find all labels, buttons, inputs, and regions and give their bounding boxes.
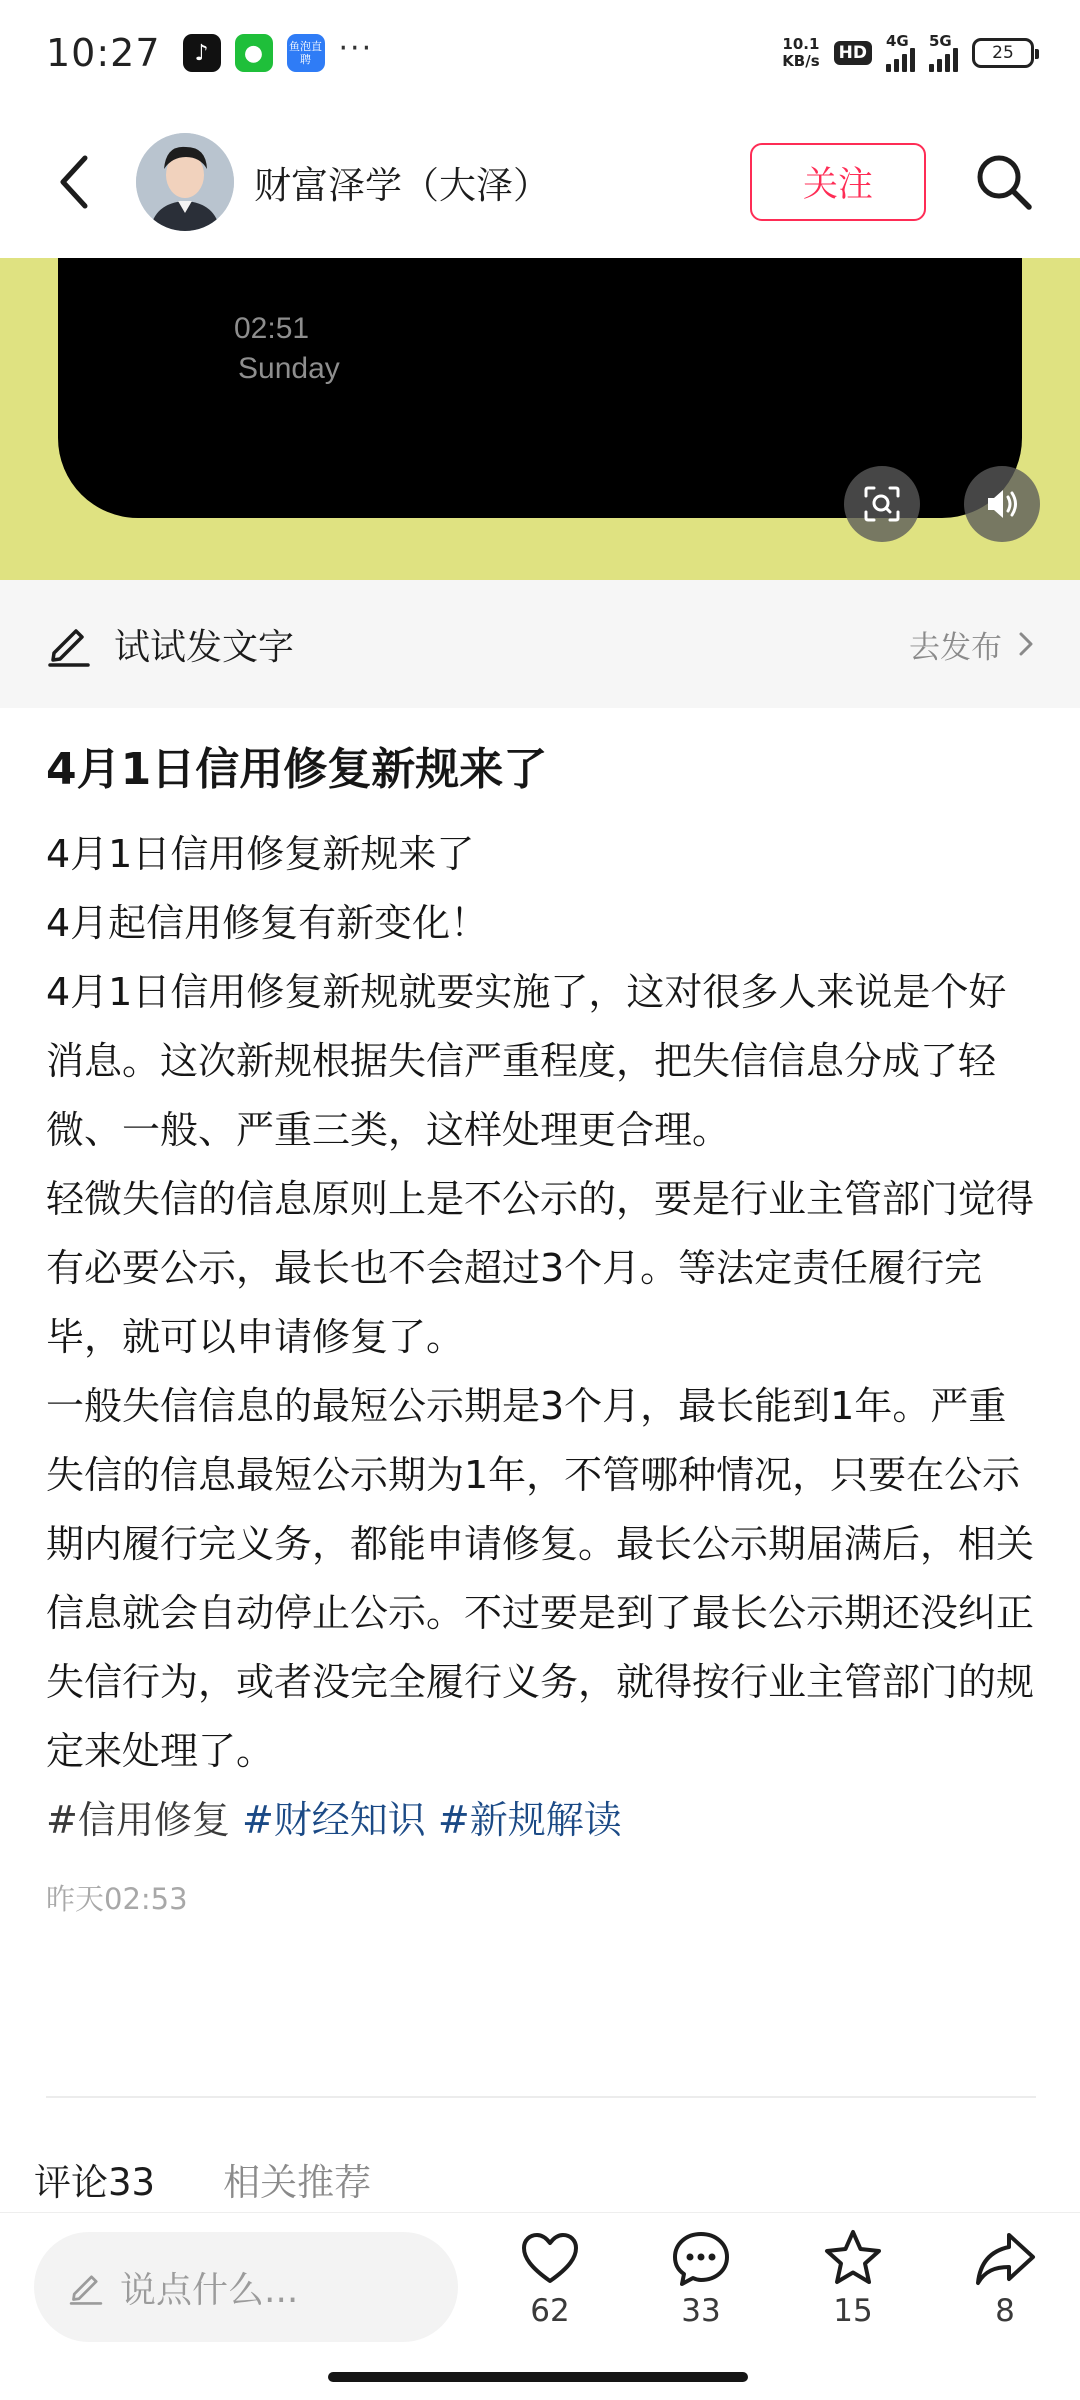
- comment-bubble-icon: [669, 2227, 733, 2291]
- star-icon: [821, 2227, 885, 2291]
- comment-count: 33: [681, 2293, 721, 2329]
- phone-screen-time: 02:51: [234, 312, 310, 345]
- pencil-icon: [68, 2269, 104, 2305]
- phone-screen-day: Sunday: [238, 352, 340, 385]
- divider: [46, 2096, 1036, 2098]
- tiktok-icon: ♪: [183, 34, 221, 72]
- share-button[interactable]: [950, 2227, 1060, 2329]
- write-post-bar[interactable]: [0, 580, 1080, 708]
- search-button[interactable]: [968, 146, 1040, 218]
- network-speed-unit: KB/s: [782, 52, 820, 70]
- follow-button[interactable]: 关注: [750, 143, 926, 221]
- sound-button[interactable]: [964, 466, 1040, 542]
- comment-button[interactable]: [646, 2227, 756, 2329]
- chevron-left-icon: [55, 154, 95, 210]
- favorite-button[interactable]: [798, 2227, 908, 2329]
- post-paragraph: 一般失信信息的最短公示期是3个月，最长能到1年。严重失信的信息最短公示期为1年，不管哪种情况，只要在公示期内履行完义务，都能申请修复。最长公示期届满后，相关信息就会自动停止公示。不过要是到了最长公示期还没纠正失信行为，或者没完全履行义务，就得按行业主管部门的规定来处理了。: [46, 1384, 1035, 1773]
- battery-icon: [972, 38, 1034, 68]
- share-count: 8: [995, 2293, 1015, 2329]
- search-icon: [974, 152, 1034, 212]
- speaker-icon: [982, 484, 1022, 524]
- write-post-label: 试试发文字: [114, 626, 295, 668]
- home-indicator[interactable]: [328, 2372, 748, 2382]
- status-indicators: [782, 34, 1034, 72]
- hd-icon: HD: [834, 41, 872, 65]
- signal-5g-icon: [929, 34, 958, 72]
- tab-related[interactable]: 相关推荐: [223, 2161, 372, 2204]
- author-name[interactable]: 财富泽学（大泽）: [254, 164, 550, 207]
- status-time: 10:27: [46, 31, 161, 75]
- network-speed-value: 10.1: [782, 35, 820, 53]
- share-arrow-icon: [973, 2227, 1037, 2291]
- publish-link[interactable]: [909, 622, 1034, 667]
- comment-placeholder: 说点什么...: [120, 2269, 299, 2311]
- post-body: [46, 820, 1036, 1855]
- heart-icon: [518, 2227, 582, 2291]
- post-content: [46, 740, 1036, 1918]
- scan-search-icon: [862, 484, 902, 524]
- like-button[interactable]: [495, 2227, 605, 2329]
- tab-comments[interactable]: 评论33: [34, 2161, 156, 2204]
- yupao-label: 鱼泡直聘: [289, 40, 323, 66]
- status-bar: [0, 0, 1080, 106]
- signal-4g-label: 4G: [886, 32, 909, 50]
- post-timestamp: 昨天02:53: [46, 1882, 188, 1916]
- post-paragraph: 4月1日信用修复新规来了: [46, 832, 475, 876]
- signal-4g-icon: [886, 34, 915, 72]
- post-title: 4月1日信用修复新规来了: [46, 744, 548, 795]
- avatar[interactable]: [136, 133, 234, 231]
- signal-5g-label: 5G: [929, 32, 952, 50]
- status-app-icons: [183, 30, 374, 72]
- publish-label: 去发布: [909, 629, 1002, 666]
- image-search-button[interactable]: [844, 466, 920, 542]
- post-paragraph: 轻微失信的信息原则上是不公示的，要是行业主管部门觉得有必要公示，最长也不会超过3个月。等法定责任履行完毕，就可以申请修复了。: [46, 1177, 1035, 1359]
- wechat-icon: ●: [235, 34, 273, 72]
- post-paragraph: 4月起信用修复有新变化！: [46, 901, 489, 945]
- back-button[interactable]: [40, 147, 110, 217]
- header: [0, 106, 1080, 258]
- tag-new-rules[interactable]: #新规解读: [437, 1798, 622, 1842]
- more-notifications-icon: ···: [338, 30, 374, 66]
- comment-input[interactable]: [34, 2232, 458, 2342]
- post-tags: [46, 1786, 1036, 1855]
- tag-credit-repair[interactable]: #信用修复: [46, 1798, 230, 1842]
- network-speed: [782, 36, 819, 70]
- battery-level: 25: [992, 43, 1014, 63]
- yupao-icon: [287, 34, 325, 72]
- tab-bar: [34, 2152, 371, 2206]
- like-count: 62: [530, 2293, 570, 2329]
- chevron-right-icon: [1018, 631, 1034, 657]
- favorite-count: 15: [833, 2293, 873, 2329]
- pencil-icon: [46, 621, 92, 667]
- post-paragraph: 4月1日信用修复新规就要实施了，这对很多人来说是个好消息。这次新规根据失信严重程度，把失信信息分成了轻微、一般、严重三类，这样处理更合理。: [46, 970, 1007, 1152]
- tag-finance-knowledge[interactable]: #财经知识: [241, 1798, 426, 1842]
- post-image[interactable]: [0, 258, 1080, 580]
